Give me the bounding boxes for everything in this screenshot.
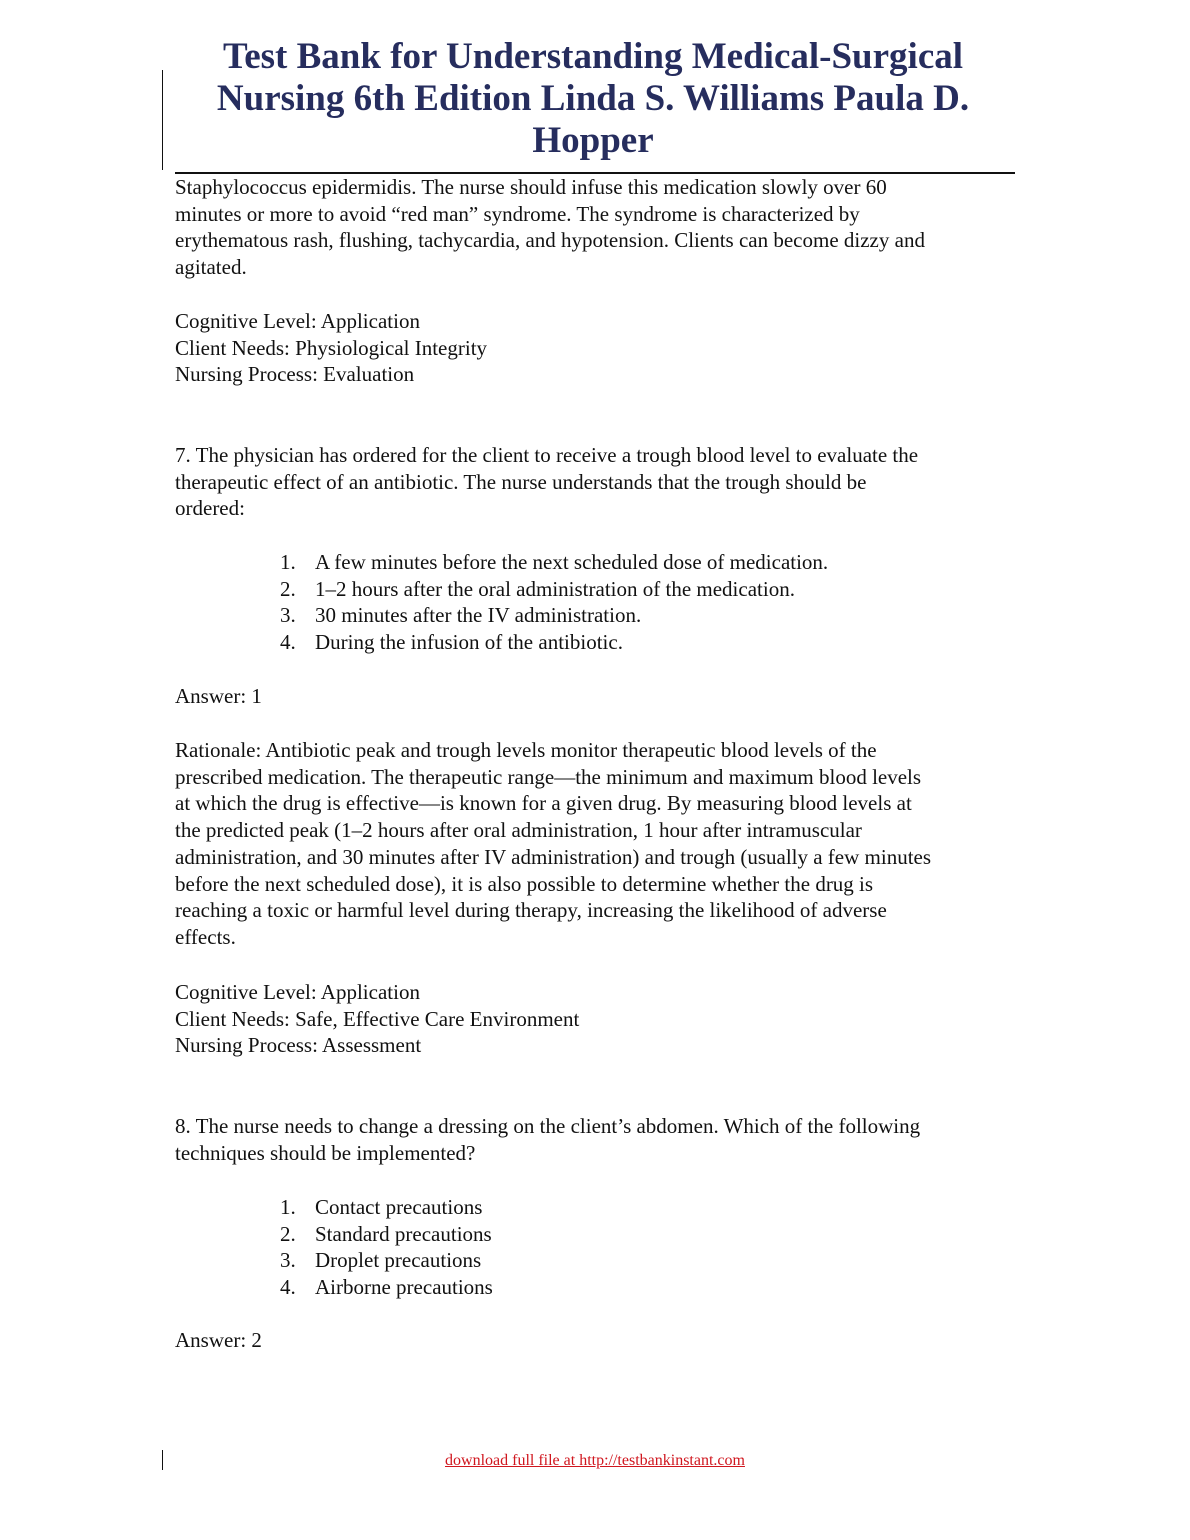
option-text: Airborne precautions <box>315 1275 493 1300</box>
option-text: 1–2 hours after the oral administration of the medication. <box>315 576 795 601</box>
title-line: Hopper <box>532 120 654 161</box>
option <box>280 1274 493 1301</box>
text-line: Rationale: Antibiotic peak and trough levels monitor therapeutic blood levels of the <box>175 738 877 762</box>
question-8 <box>175 1113 1020 1166</box>
text-line: erythematous rash, flushing, tachycardia, and hypotension. Clients can become dizzy and <box>175 228 925 253</box>
option-text: Standard precautions <box>315 1221 492 1246</box>
option-number: 2. <box>280 576 296 601</box>
option <box>280 576 828 603</box>
option <box>280 1247 493 1274</box>
option-text: A few minutes before the next scheduled dose of medication. <box>315 550 829 574</box>
option <box>280 602 828 629</box>
text-line: 8. The nurse needs to change a dressing on the client’s abdomen. Which of the following <box>175 1114 921 1138</box>
option-text: Droplet precautions <box>315 1248 482 1273</box>
option-number: 3. <box>280 1248 296 1273</box>
text-line: administration, and 30 minutes after IV administration) and trough (usually a few minutes <box>175 844 932 869</box>
text-line: Staphylococcus epidermidis. The nurse should infuse this medication slowly over 60 <box>175 175 887 199</box>
option-text: During the infusion of the antibiotic. <box>315 630 623 655</box>
download-link[interactable]: download full file at http://testbankinstant.com <box>445 1452 745 1469</box>
question-8-options <box>280 1194 493 1301</box>
title-line: Test Bank for Understanding Medical-Surgical <box>222 36 964 77</box>
client-needs: Client Needs: Physiological Integrity <box>175 335 488 360</box>
option-number: 4. <box>280 1275 296 1300</box>
page-title <box>153 36 1033 162</box>
option-number: 2. <box>280 1221 296 1246</box>
nursing-process: Nursing Process: Evaluation <box>175 362 415 387</box>
text-line: reaching a toxic or harmful level during therapy, increasing the likelihood of adverse <box>175 898 887 923</box>
meta-block-2 <box>175 979 1020 1059</box>
question-7 <box>175 442 1020 522</box>
rationale-7 <box>175 737 1020 951</box>
option <box>280 1194 493 1221</box>
text-line: before the next scheduled dose), it is also possible to determine whether the drug is <box>175 871 874 896</box>
question-7-options <box>280 549 828 656</box>
option-number: 3. <box>280 603 296 628</box>
nursing-process: Nursing Process: Assessment <box>175 1033 422 1058</box>
cognitive-level: Cognitive Level: Application <box>175 309 420 333</box>
text-line: techniques should be implemented? <box>175 1140 476 1165</box>
text-line: effects. <box>175 924 236 949</box>
title-line: Nursing 6th Edition Linda S. Williams Paula D. <box>216 78 970 119</box>
intro-paragraph <box>175 174 1020 281</box>
client-needs: Client Needs: Safe, Effective Care Environment <box>175 1006 580 1031</box>
text-line: 7. The physician has ordered for the client to receive a trough blood level to evaluate the <box>175 443 919 467</box>
answer-7: Answer: 1 <box>175 684 262 708</box>
option-text: Contact precautions <box>315 1195 483 1219</box>
option-number: 1. <box>280 1195 296 1219</box>
text-line: minutes or more to avoid “red man” syndrome. The syndrome is characterized by <box>175 201 860 226</box>
text-line: prescribed medication. The therapeutic range—the minimum and maximum blood levels <box>175 764 922 789</box>
meta-block-1 <box>175 308 1020 388</box>
option-number: 4. <box>280 630 296 655</box>
option-number: 1. <box>280 550 296 574</box>
text-line: the predicted peak (1–2 hours after oral administration, 1 hour after intramuscular <box>175 818 862 843</box>
answer-8: Answer: 2 <box>175 1328 262 1352</box>
cognitive-level: Cognitive Level: Application <box>175 980 420 1004</box>
option-text: 30 minutes after the IV administration. <box>315 603 642 628</box>
text-line: therapeutic effect of an antibiotic. The nurse understands that the trough should be <box>175 469 867 494</box>
footer <box>0 1452 1190 1470</box>
option <box>280 1221 493 1248</box>
text-line: ordered: <box>175 496 245 521</box>
option <box>280 629 828 656</box>
text-line: at which the drug is effective—is known for a given drug. By measuring blood levels at <box>175 791 912 816</box>
option <box>280 549 828 576</box>
text-line: agitated. <box>175 255 247 280</box>
